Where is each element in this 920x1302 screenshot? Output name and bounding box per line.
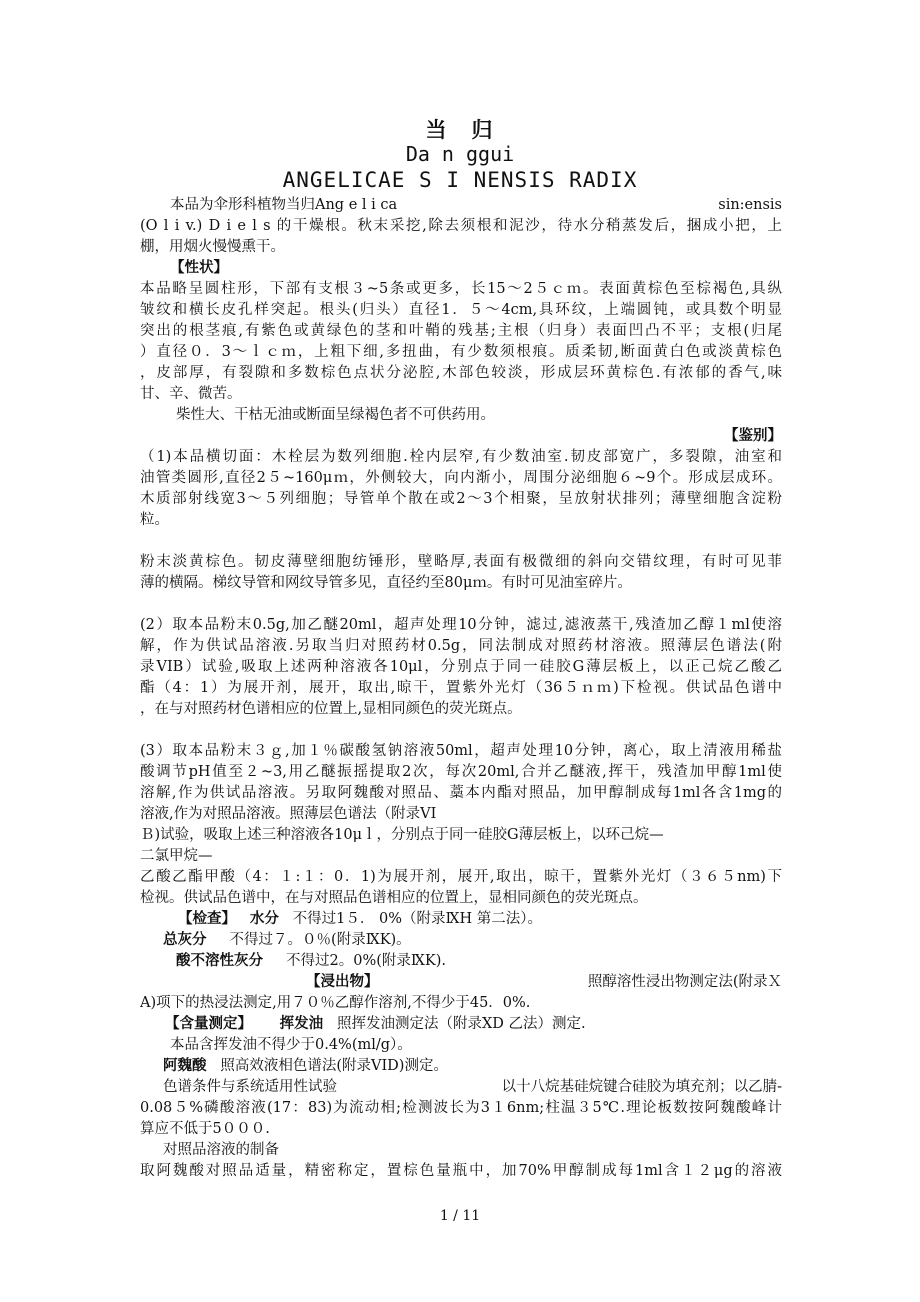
text-line: 溶解,作为供试品溶液。另取阿魏酸对照品、藁本内酯对照品，加甲醇制成每1ml各含1mg的 — [140, 785, 782, 801]
text-line: 柴性大、干枯无油或断面呈绿褐色者不可供药用。 — [176, 407, 495, 423]
item-label-total-ash: 总灰分 — [163, 932, 207, 948]
text-line — [140, 951, 782, 972]
blank-line — [140, 594, 782, 615]
text-line: 突出的根茎痕,有紫色或黄绿色的茎和叶鞘的残基;主根（归身）表面凹凸不平；支根(归尾 — [140, 323, 782, 339]
item-label-volatile-oil: 挥发油 — [279, 1016, 324, 1032]
text-line — [140, 972, 782, 993]
section-heading-identification: 【鉴别】 — [724, 428, 782, 444]
text-line: 粉末淡黄棕色。韧皮薄壁细胞纺锤形，壁略厚,表面有极微细的斜向交错纹理，有时可见菲 — [140, 554, 782, 570]
text-line-end: 以十八烷基硅烷键合硅胶为填充剂；以乙腈- — [501, 1079, 782, 1095]
text-line-start: 本品为伞形科植物当归Ang e l i ca — [170, 197, 398, 213]
item-value: 不得过2。0%(附录ⅨK). — [286, 953, 447, 969]
monograph-title-latin: ANGELICAE S I NENSIS RADIX — [282, 168, 638, 192]
text-line: 溶液,作为对照品溶液。照薄层色谱法（附录VI — [140, 806, 437, 822]
section-heading-assay: 【含量测定】 — [165, 1016, 252, 1032]
text-line — [140, 930, 782, 951]
monograph-title-pinyin: Da n ggui — [405, 142, 515, 166]
item-value: 照挥发油测定法（附录XD 乙法）测定. — [336, 1016, 586, 1032]
text-line: 本品略呈圆柱形，下部有支根３~5条或更多，长15～2５ｃｍ。表面黄棕色至棕褐色,具纵 — [140, 281, 782, 297]
item-label-moisture: 水分 — [249, 911, 279, 927]
item-value: 不得过７。０％(附录ⅨK)。 — [229, 932, 411, 948]
text-line — [140, 1014, 782, 1035]
text-line-end: sin:ensis — [718, 197, 782, 213]
item-label-ferulic-acid: 阿魏酸 — [163, 1058, 207, 1074]
section-heading-inspection: 【检查】 — [178, 911, 236, 927]
text-line: 算应不低于5０００. — [140, 1121, 270, 1137]
monograph-body — [140, 195, 782, 1182]
monograph-title-chinese: 当 归 — [425, 117, 495, 142]
text-line: 粒。 — [140, 512, 169, 528]
text-line: 油管类圆形,直径2５~160μｍ，外侧较大，向内渐小，周围分泌细胞６~9个。形成层成环。 — [140, 470, 782, 486]
text-line: 录VIB）试验,吸取上述两种溶液各10μl，分别点于同一硅胶G薄层板上，以正己烷乙酸乙 — [140, 659, 782, 675]
text-line: ，皮部厚，有裂隙和多数棕色点状分泌腔,木部色较淡，形成层环黄棕色.有浓郁的香气,味 — [140, 365, 782, 381]
text-line: 乙酸乙酯甲酸（4：１:１：0．1)为展开剂，展开,取出，晾干，置紫外光灯（３６５nm)下 — [140, 869, 782, 885]
item-label-acid-insoluble-ash: 酸不溶性灰分 — [176, 953, 263, 969]
text-line: Ｂ)试验，吸取上述三种溶液各10μｌ，分别点于同一硅胶G薄层板上，以环己烷— — [140, 827, 664, 843]
item-value: 照高效液相色谱法(附录VID)测定。 — [220, 1058, 448, 1074]
text-line: 0.08５%磷酸溶液(17：83)为流动相;检测波长为3１6nm;柱温３5℃.理论板数按阿魏酸峰计 — [140, 1100, 782, 1116]
text-line: 检视。供试品色谱中，在与对照品色谱相应的位置上，显相同颜色的荧光斑点。 — [140, 890, 648, 906]
text-line: (2）取本品粉末0.5g,加乙醚20ml，超声处理10分钟，滤过,滤液蒸干,残渣加乙醇１ml使溶 — [140, 617, 782, 633]
text-line: (O l i v.) D i e l s 的干燥根。秋末采挖,除去须根和泥沙，待水分稍蒸发后，捆成小把，上 — [140, 218, 782, 234]
text-line: 棚，用烟火慢慢熏干。 — [140, 239, 285, 255]
section-heading-extractives: 【浸出物】 — [306, 974, 379, 990]
text-line: A)项下的热浸法测定,用７０％乙醇作溶剂,不得少于45．0%. — [140, 995, 531, 1011]
text-line — [140, 195, 782, 216]
text-line — [140, 1056, 782, 1077]
text-line — [140, 1077, 782, 1098]
text-line: （1)本品横切面：木栓层为数列细胞.栓内层窄,有少数油室.韧皮部宽广，多裂隙，油室和 — [140, 449, 782, 465]
text-line-end: 照醇溶性浸出物测定法(附录Ｘ — [587, 974, 782, 990]
text-line: 皱纹和横长皮孔样突起。根头(归头）直径1．５～4cm,具环纹，上端圆钝，或具数个明显 — [140, 302, 782, 318]
text-line: 二氯甲烷— — [140, 848, 213, 864]
text-line: ）直径０．3～ｌｃｍ，上粗下细,多扭曲，有少数须根痕。质柔韧,断面黄白色或淡黄棕色 — [140, 344, 782, 360]
item-value: 不得过1５． 0%（附录ⅨH 第二法）。 — [292, 911, 542, 927]
text-line: 本品含挥发油不得少于0.4%(ml/g）。 — [170, 1037, 412, 1053]
text-line: 薄的横隔。梯纹导管和网纹导管多见，直径约至80μｍ。有时可见油室碎片。 — [140, 575, 632, 591]
text-line — [140, 909, 782, 930]
blank-line — [140, 531, 782, 552]
text-line: 木质部射线宽3～５列细胞；导管单个散在或2～3个相聚，呈放射状排列；薄壁细胞含淀粉 — [140, 491, 782, 507]
section-heading-description: 【性状】 — [170, 260, 228, 276]
text-line: 取阿魏酸对照品适量，精密称定，置棕色量瓶中，加70%甲醇制成每1ml含１２μg的溶液 — [140, 1163, 782, 1179]
subheading-reference-solution: 对照品溶液的制备 — [163, 1142, 279, 1158]
subheading-chromatographic-conditions: 色谱条件与系统适用性试验 — [163, 1079, 337, 1095]
text-line: 酯（4：1）为展开剂，展开，取出,晾干，置紫外光灯（36５ｎｍ)下检视。供试品色谱中 — [140, 680, 782, 696]
text-line: 甘、辛、微苦。 — [140, 386, 242, 402]
text-line: 酸调节pH值至２~3,用乙醚振摇提取2次，每次20ml,合并乙醚液,挥干，残渣加甲醇1ml使 — [140, 764, 782, 780]
blank-line — [140, 720, 782, 741]
text-line: (3）取本品粉末３ｇ,加１％碳酸氢钠溶液50ml，超声处理10分钟，离心，取上清液用稀盐 — [140, 743, 782, 759]
page-number: 1 / 11 — [439, 1208, 481, 1224]
text-line: ，在与对照药材色谱相应的位置上,显相同颜色的荧光斑点。 — [140, 701, 522, 717]
text-line: 解，作为供试品溶液.另取当归对照药材0.5g，同法制成对照药材溶液。照薄层色谱法(附 — [140, 638, 782, 654]
